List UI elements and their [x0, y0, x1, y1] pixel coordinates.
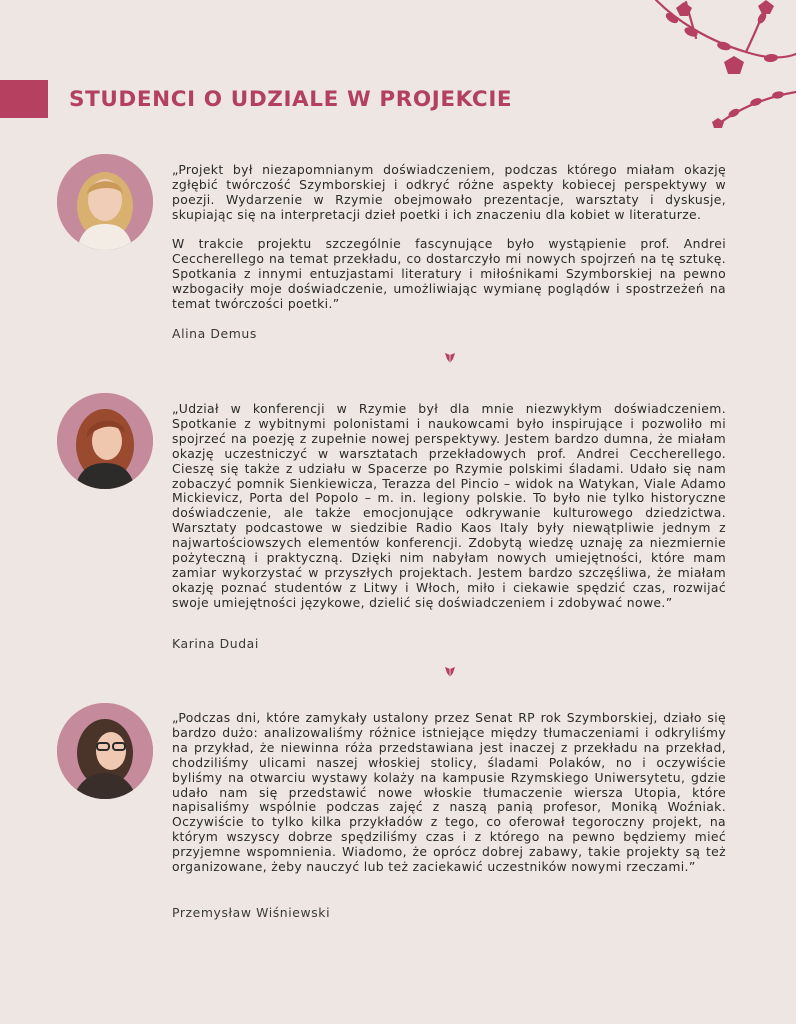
page-title: STUDENCI O UDZIALE W PROJEKCIE: [69, 87, 513, 112]
testimonial-quote: [172, 711, 726, 889]
avatar-photo: [57, 154, 153, 250]
avatar-photo: [57, 393, 153, 489]
avatar: [57, 393, 153, 489]
avatar-photo: [57, 703, 153, 799]
accent-bar: [0, 80, 48, 118]
testimonial-author: Karina Dudai: [172, 636, 259, 651]
avatar: [57, 703, 153, 799]
quote-paragraph: W trakcie projektu szczególnie fascynujące było wystąpienie prof. Andrei Ceccherellego na temat przekładu, co dostarczyło mi nowych spojrzeń na tę sztukę. Spotkania z innymi entuzjastami literatury i miłośnikami Szymborskiej na pewno wzbogaciły moje doświadczenie, umożliwiając wymianę poglądów i spostrzeżeń na temat twórczości poetki.”: [172, 236, 726, 311]
quote-paragraph: „Udział w konferencji w Rzymie był dla mnie niezwykłym doświadczeniem. Spotkanie z wybitnymi polonistami i naukowcami było inspirujące i pozwoliło mi spojrzeć na poezję z zupełnie nowej perspektywy. Jestem bardzo dumna, że miałam okazję uczestniczyć w warsztatach przekładowych prof. Andrei Ceccherellego. Cieszę się także z udziału w Spacerze po Rzymie polskimi śladami. Udało się nam zobaczyć pomnik Sienkiewicza, Terazza del Pincio – widok na Watykan, Viale Adamo Mickievicz, Porta del Popolo – m. in. legiony polskie. To było nie tylko historyczne doświadczenie, ale także emocjonujące odkrywanie kulturowego dziedzictwa. Warsztaty podcastowe w siedzibie Radio Kaos Italy były niewątpliwie jednym z najwartościowszych elementów konferencji. Zdobytą wiedzę uznaję za niezmiernie pożyteczną i praktyczną. Dzięki nim nabyłam nowych umiejętności, które mam zamiar wykorzystać w przyszłych projektach. Jestem bardzo szczęśliwa, że miałam okazję poznać studentów z Litwy i Włoch, miło i ciekawie spędzić czas, rozwijać swoje umiejętności językowe, dzielić się doświadczeniem i zdobywać nowe.”: [172, 401, 726, 610]
flower-divider-icon: [443, 351, 457, 365]
quote-paragraph: „Podczas dni, które zamykały ustalony przez Senat RP rok Szymborskiej, działo się bardzo dużo: analizowaliśmy różnice istniejące między tłumaczeniami i odkryliśmy na przykład, że niewinna róża przedstawiana jest inaczej z przekładu na przekład, chodziliśmy ulicami naszej włoskiej stolicy, śladami Polaków, no i oczywiście byliśmy na otwarciu wystawy kolaży na kampusie Rzymskiego Uniwersytetu, gdzie udało nam się przedstawić nowe włoskie tłumaczenie wiersza Utopia, które napisaliśmy wspólnie podczas zajęć z naszą panią profesor, Moniką Woźniak. Oczywiście to tylko kilka przykładów z tego, co oferował tegoroczny projekt, na którym wszyscy dobrze spędziliśmy czas i z którego na pewno będziemy mieć przyjemne wspomnienia. Wiadomo, że oprócz dobrej zabawy, takie projekty są też organizowane, żeby nauczyć lub też zaciekawić uczestników nowymi rzeczami.”: [172, 710, 726, 875]
testimonial-quote: [172, 163, 726, 326]
flower-divider-icon: [443, 665, 457, 679]
avatar: [57, 154, 153, 250]
testimonial-author: Alina Demus: [172, 326, 257, 341]
testimonial-author: Przemysław Wiśniewski: [172, 905, 331, 920]
quote-paragraph: „Projekt był niezapomnianym doświadczeniem, podczas którego miałam okazję zgłębić twórczość Szymborskiej i odkryć różne aspekty kobiecej perspektywy w poezji. Wydarzenie w Rzymie obejmowało prezentacje, warsztaty i dyskusje, skupiając się na interpretacji dzieł poetki i ich znaczeniu dla kobiet w literaturze.: [172, 162, 726, 222]
flower-branch-icon: [636, 0, 796, 130]
testimonial-quote: [172, 402, 726, 625]
